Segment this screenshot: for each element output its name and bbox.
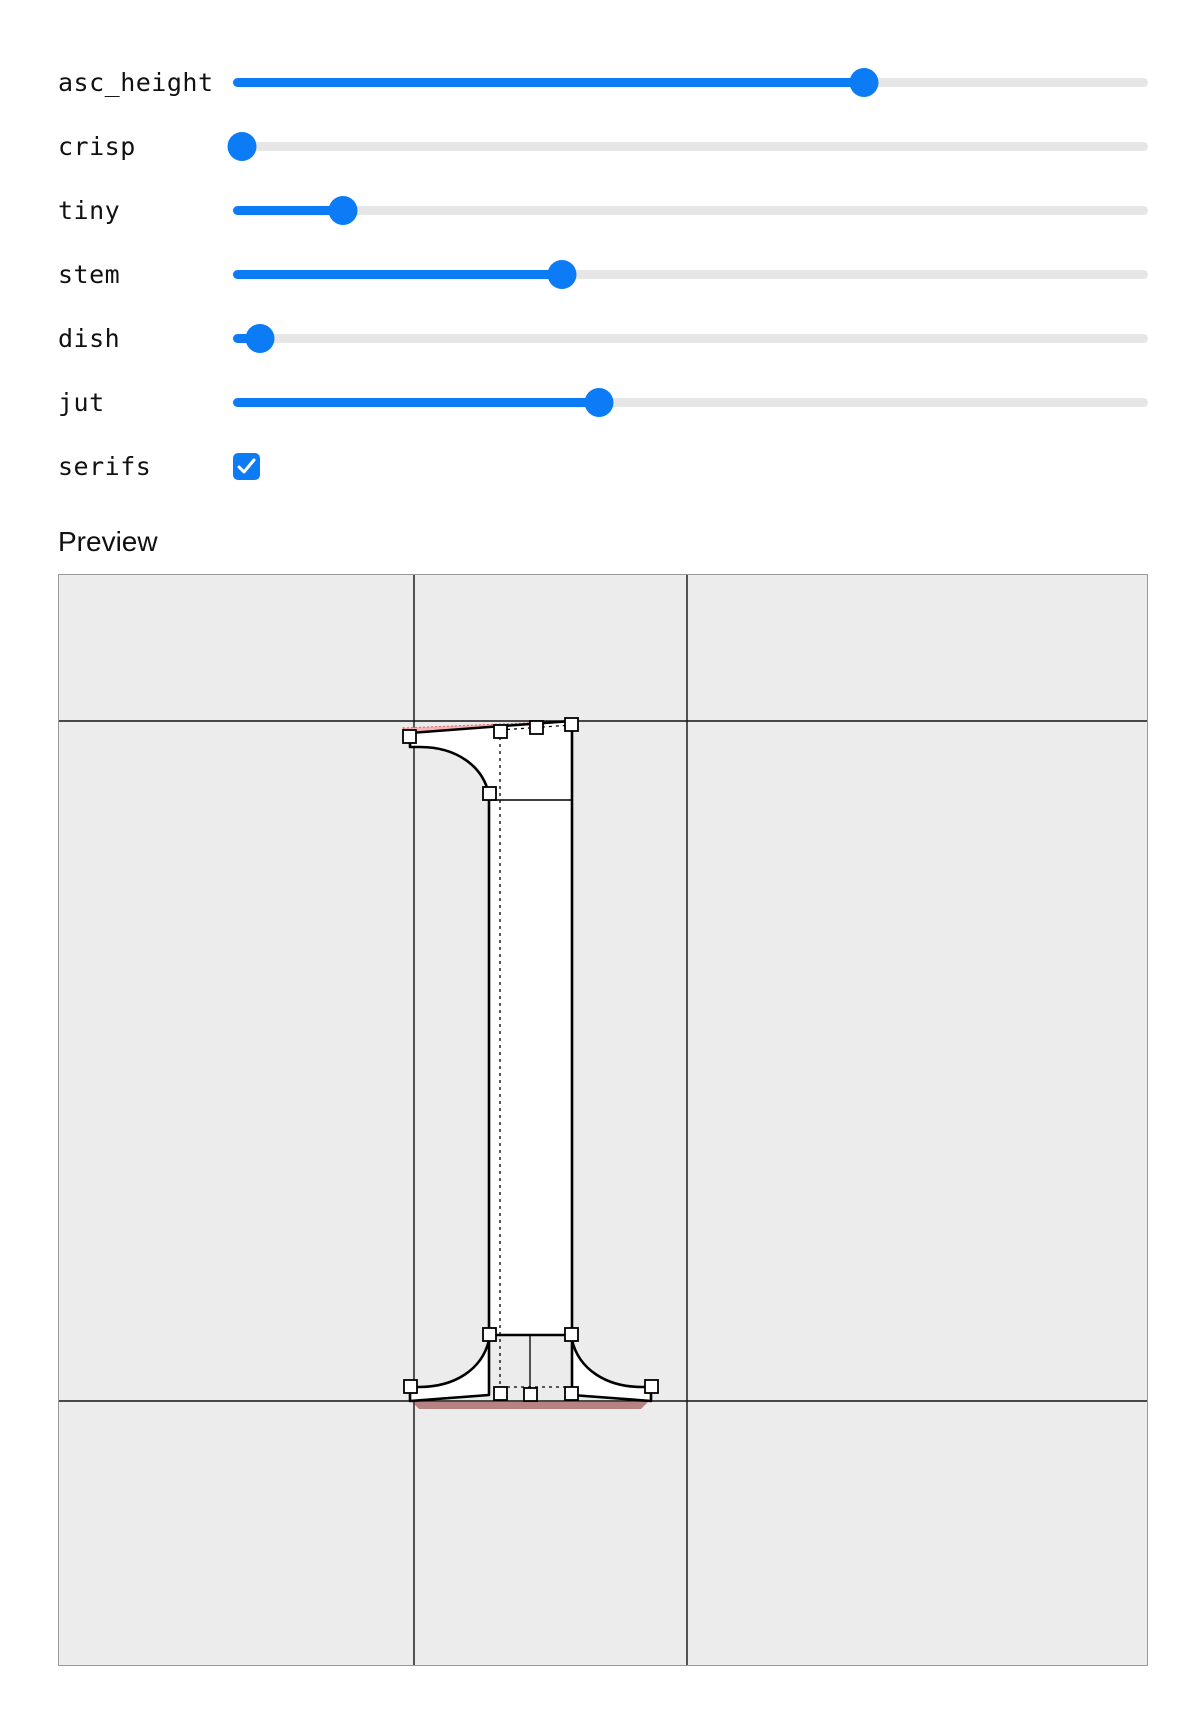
slider-dish[interactable] [233,323,1148,353]
serifs-checkbox[interactable] [233,453,260,480]
checkbox-row-serifs [58,434,1148,498]
parameter-controls [58,50,1148,498]
slider-asc-height[interactable] [233,67,1148,97]
slider-label-crisp: crisp [58,131,136,161]
slider-tiny[interactable] [233,195,1148,225]
slider-knob[interactable] [585,388,614,417]
slider-fill [233,270,562,279]
glyph-preview-canvas[interactable] [58,574,1148,1666]
slider-track [233,142,1148,151]
overshoot-bottom [411,1401,649,1409]
slider-row-dish [58,306,1148,370]
slider-row-stem [58,242,1148,306]
preview-heading: Preview [58,526,158,557]
slider-knob[interactable] [246,324,275,353]
slider-track [233,206,1148,215]
slider-knob[interactable] [850,68,879,97]
slider-knob[interactable] [548,260,577,289]
slider-knob[interactable] [328,196,357,225]
checkbox-label-serifs: serifs [58,451,152,481]
slider-row-tiny [58,178,1148,242]
canvas-background [59,575,1147,1665]
slider-row-jut [58,370,1148,434]
slider-crisp[interactable] [233,131,1148,161]
slider-label-stem: stem [58,259,121,289]
slider-jut[interactable] [233,387,1148,417]
slider-fill [233,206,343,215]
slider-fill [233,78,864,87]
glyph-outline-svg [59,575,1147,1665]
slider-label-tiny: tiny [58,195,121,225]
slider-label-jut: jut [58,387,105,417]
slider-knob[interactable] [228,132,257,161]
slider-row-crisp [58,114,1148,178]
slider-fill [233,398,599,407]
slider-label-asc-height: asc_height [58,67,214,97]
slider-track [233,334,1148,343]
slider-label-dish: dish [58,323,121,353]
slider-row-asc-height [58,50,1148,114]
slider-stem[interactable] [233,259,1148,289]
